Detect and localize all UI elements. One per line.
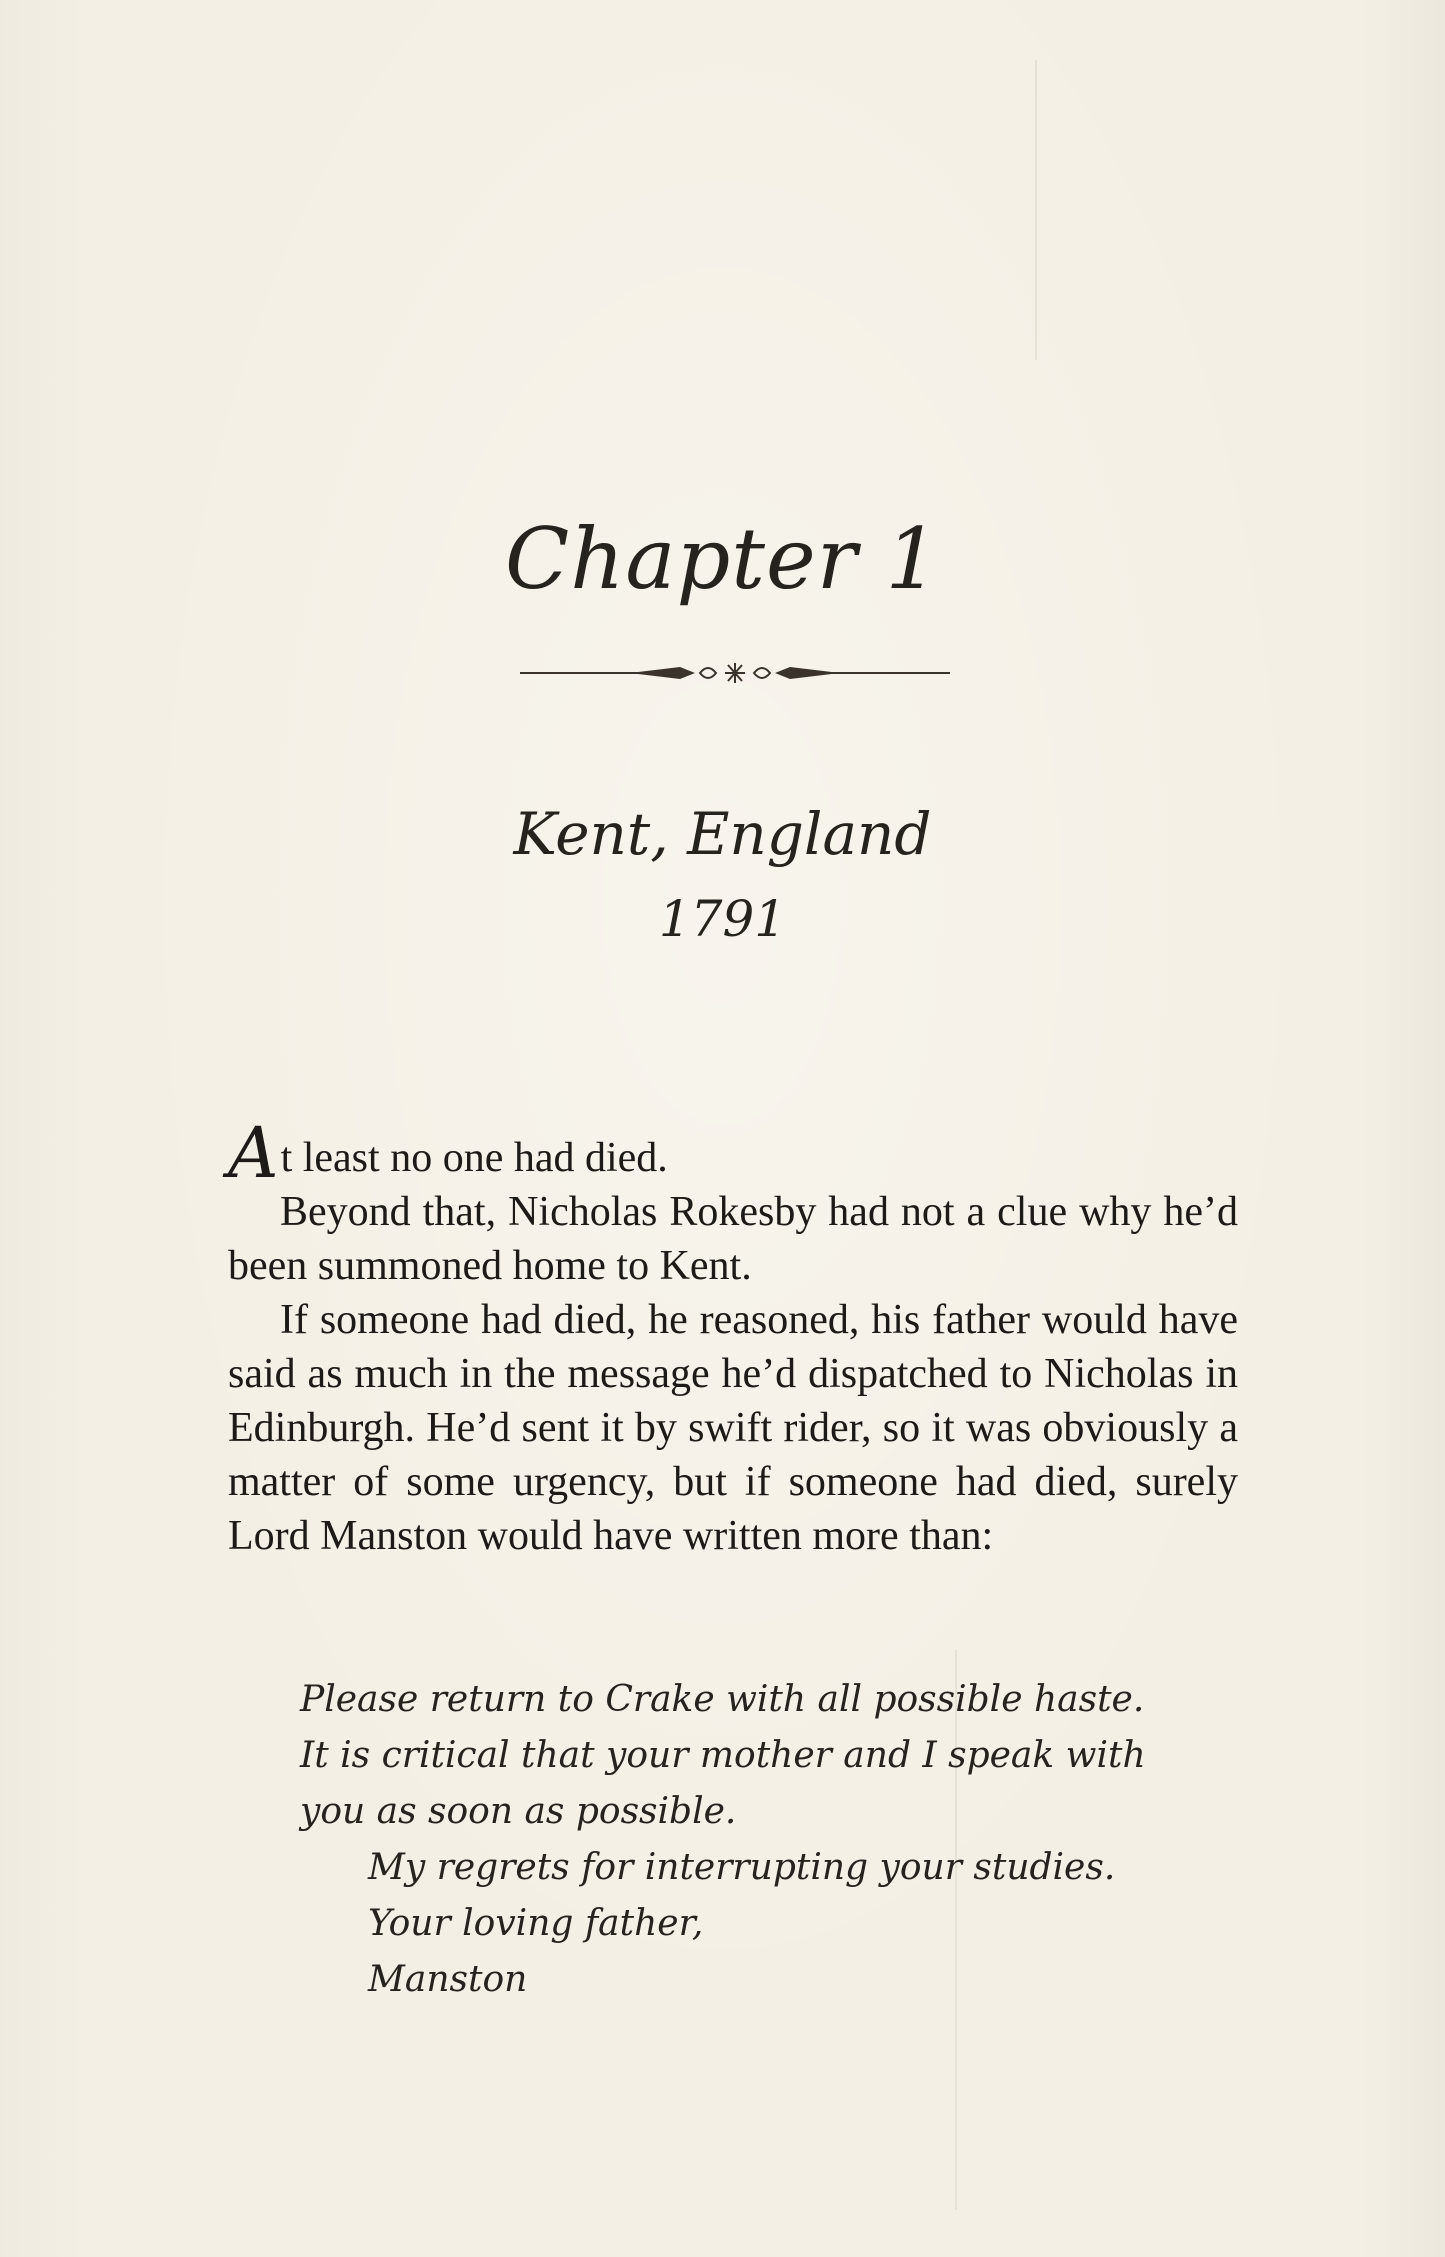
drop-cap: A (228, 1112, 279, 1194)
chapter-body (228, 1112, 1238, 1563)
ornament-divider-icon (520, 658, 950, 688)
chapter-location: Kent, England (513, 800, 932, 868)
letter-closing: Your loving father, (368, 1903, 704, 1944)
letter-excerpt (300, 1672, 1180, 2008)
page-fold-crease-top (1035, 60, 1037, 360)
paragraph-1-text: t least no one had died. (280, 1135, 668, 1181)
letter-regrets: My regrets for interrupting your studies. (368, 1847, 1116, 1888)
letter-signature: Manston (368, 1959, 528, 2000)
paragraph-1 (228, 1112, 1238, 1194)
paragraph-2: Beyond that, Nicholas Rokesby had not a clue why he’d been summoned home to Kent. (228, 1189, 1238, 1289)
letter-body: Please return to Crake with all possible haste. It is critical that your mother and I speak with you as soon as possible. (300, 1679, 1146, 1832)
paragraph-3: If someone had died, he reasoned, his father would have said as much in the message he’d dispatched to Nicholas in Edinburgh. He’d sent it by swift rider, so it was obviously a matter of some urgency, but if someone had died, surely Lord Manston would have written more than: (228, 1297, 1238, 1559)
chapter-heading: Chapter 1 (505, 510, 940, 608)
chapter-year: 1791 (658, 890, 787, 948)
